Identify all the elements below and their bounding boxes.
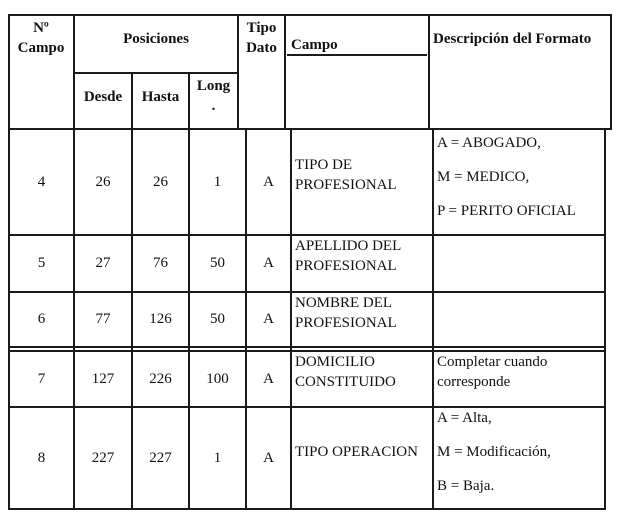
cell-long: 1 [213, 173, 222, 190]
cell-hasta: 26 [153, 173, 168, 190]
rule [8, 508, 606, 510]
cell-n: 5 [37, 255, 46, 271]
cell-long: 1 [213, 449, 222, 466]
cell-n: 4 [37, 173, 46, 190]
cell-long: 100 [206, 370, 229, 387]
rule [604, 128, 606, 510]
cell-tipo: A [263, 255, 274, 271]
cell-campo-line2: PROFESIONAL [295, 315, 397, 331]
cell-hasta: 226 [149, 370, 172, 387]
header-desde: Desde [83, 89, 123, 105]
header-hasta: Hasta [141, 89, 180, 105]
cell-desde: 77 [95, 311, 111, 327]
cell-campo-line1: TIPO OPERACION [295, 444, 418, 460]
cell-desc-line1: A = ABOGADO, [437, 135, 541, 151]
cell-campo-line1: DOMICILIO [295, 354, 375, 370]
cell-desc-line1: Completar cuando [437, 354, 548, 370]
rule [432, 128, 434, 510]
rule [284, 14, 286, 130]
cell-desde: 27 [95, 255, 111, 271]
header-posiciones: Posiciones [123, 31, 189, 47]
cell-desde: 127 [91, 370, 115, 387]
header-descripcion: Descripción del Formato [433, 31, 592, 47]
cell-campo-line1: APELLIDO DEL [295, 238, 402, 254]
cell-desc-line2: M = MEDICO, [437, 169, 530, 185]
cell-hasta: 227 [149, 449, 172, 466]
cell-desde: 227 [91, 449, 115, 466]
cell-n: 8 [37, 449, 46, 466]
rule [428, 14, 430, 130]
header-tipo-dato-line1: Tipo [246, 20, 277, 36]
cell-long: 50 [210, 255, 225, 271]
cell-hasta: 76 [153, 255, 168, 271]
cell-tipo: A [263, 173, 274, 190]
header-long-line2: . [211, 98, 216, 114]
cell-tipo: A [263, 449, 274, 466]
cell-campo-line1: NOMBRE DEL [295, 295, 393, 311]
rule [610, 14, 612, 130]
rule [8, 346, 606, 348]
cell-n: 7 [37, 370, 46, 387]
header-tipo-dato-line2: Dato [246, 40, 277, 56]
header-n-campo-line1: Nº [33, 20, 49, 36]
cell-desc-line1: A = Alta, [437, 410, 492, 426]
rule [73, 72, 239, 74]
cell-desc-line2: corresponde [437, 374, 511, 390]
cell-campo-line1: TIPO DE [295, 157, 353, 173]
cell-desc-line3: P = PERITO OFICIAL [437, 203, 576, 219]
cell-desc-line2: M = Modificación, [437, 444, 551, 460]
cell-campo-line2: PROFESIONAL [295, 177, 397, 193]
cell-n: 6 [37, 311, 46, 327]
header-n-campo-line2: Campo [17, 40, 65, 56]
cell-desde: 26 [95, 173, 111, 190]
rule [290, 128, 292, 510]
cell-campo-line2: PROFESIONAL [295, 258, 397, 274]
cell-desc-line3: B = Baja. [437, 478, 495, 494]
cell-campo-line2: CONSTITUIDO [295, 374, 396, 390]
cell-hasta: 126 [149, 311, 172, 327]
header-long-line1: Long [196, 78, 231, 94]
rule [8, 14, 612, 16]
cell-tipo: A [263, 370, 274, 387]
cell-long: 50 [210, 311, 225, 327]
cell-tipo: A [263, 311, 274, 327]
header-campo: Campo [291, 37, 338, 53]
